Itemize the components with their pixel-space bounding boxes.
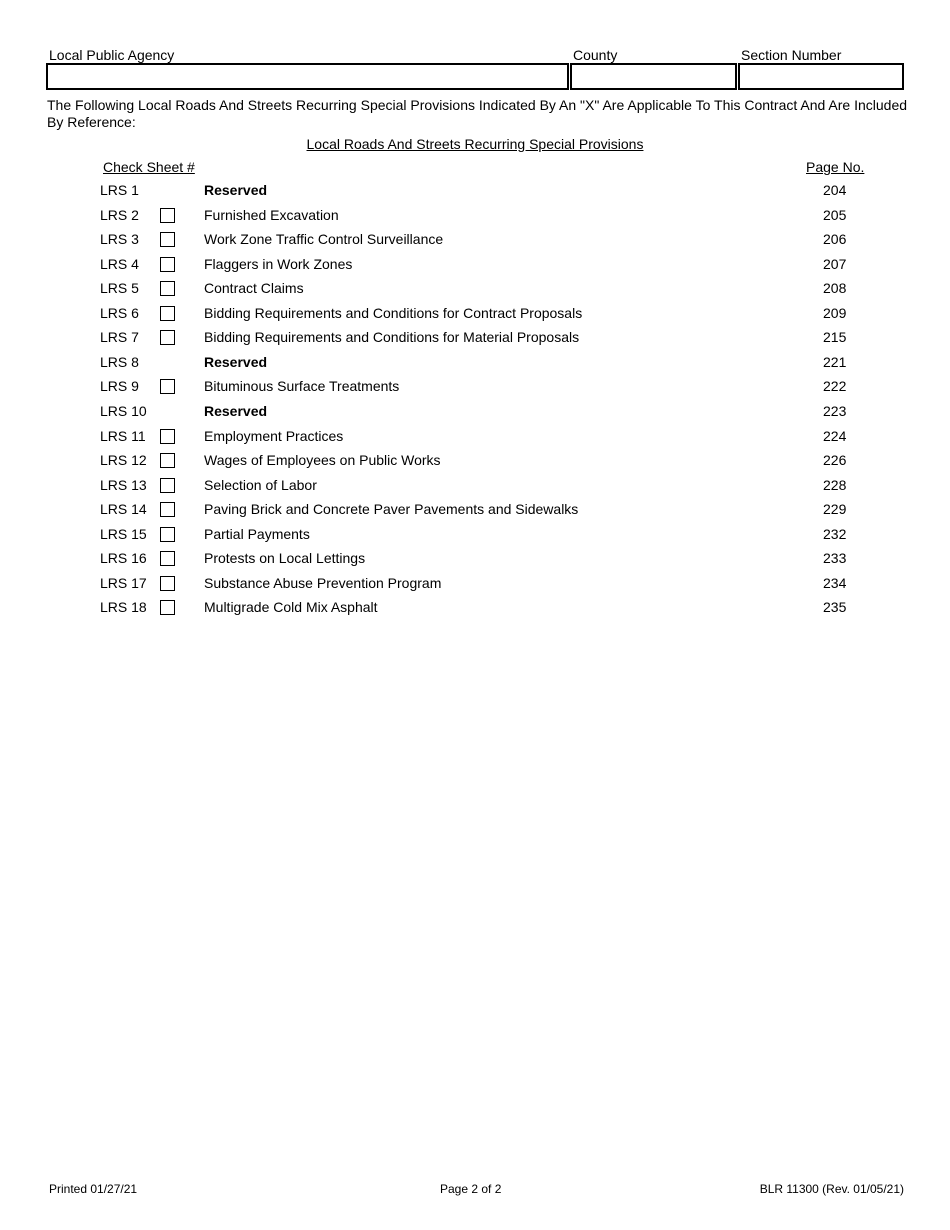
provision-title: Protests on Local Lettings	[204, 550, 366, 567]
provision-checkbox[interactable]	[160, 527, 175, 542]
check-sheet-header: Check Sheet #	[103, 159, 195, 175]
provision-page: 215	[823, 329, 847, 346]
provision-row	[0, 451, 950, 473]
provision-title: Flaggers in Work Zones	[204, 255, 353, 272]
county-label: County	[573, 47, 618, 63]
provision-row	[0, 377, 950, 399]
provision-checkbox[interactable]	[160, 232, 175, 247]
provision-code: LRS 4	[100, 255, 139, 272]
provision-checkbox[interactable]	[160, 478, 175, 493]
provision-title: Multigrade Cold Mix Asphalt	[204, 599, 378, 616]
provision-page: 221	[823, 353, 847, 370]
county-field[interactable]	[572, 65, 735, 88]
provision-code: LRS 16	[100, 550, 147, 567]
provision-page: 228	[823, 476, 847, 493]
provision-page: 205	[823, 206, 847, 223]
provision-page: 234	[823, 574, 847, 591]
provision-row	[0, 181, 950, 203]
section-title: Local Roads And Streets Recurring Special Provisions	[306, 136, 644, 152]
provision-row	[0, 279, 950, 301]
section-number-field-box	[738, 63, 904, 90]
provision-row	[0, 598, 950, 620]
provision-row	[0, 500, 950, 522]
provision-row	[0, 525, 950, 547]
provision-page: 223	[823, 402, 847, 419]
county-field-box	[570, 63, 737, 90]
provision-page: 224	[823, 427, 847, 444]
provision-code: LRS 9	[100, 378, 139, 395]
provision-checkbox[interactable]	[160, 551, 175, 566]
provision-code: LRS 13	[100, 476, 147, 493]
provision-checkbox[interactable]	[160, 576, 175, 591]
provision-row	[0, 255, 950, 277]
provision-title: Selection of Labor	[204, 476, 317, 493]
provision-title: Furnished Excavation	[204, 206, 339, 223]
provision-page: 232	[823, 525, 847, 542]
provision-checkbox[interactable]	[160, 379, 175, 394]
provision-row	[0, 206, 950, 228]
printed-date: Printed 01/27/21	[49, 1182, 138, 1196]
provision-title: Wages of Employees on Public Works	[204, 452, 441, 469]
provision-row	[0, 427, 950, 449]
provision-code: LRS 6	[100, 304, 139, 321]
provision-title: Paving Brick and Concrete Paver Pavements and Sidewalks	[204, 501, 579, 518]
page-no-header: Page No.	[806, 159, 865, 175]
provision-row	[0, 476, 950, 498]
provision-title: Partial Payments	[204, 525, 310, 542]
provision-checkbox[interactable]	[160, 600, 175, 615]
provision-code: LRS 8	[100, 353, 139, 370]
provision-page: 209	[823, 304, 847, 321]
provision-code: LRS 2	[100, 206, 139, 223]
provision-title: Bituminous Surface Treatments	[204, 378, 400, 395]
provision-code: LRS 5	[100, 280, 139, 297]
provision-title: Substance Abuse Prevention Program	[204, 574, 442, 591]
provision-title: Employment Practices	[204, 427, 344, 444]
provision-title-reserved: Reserved	[204, 182, 268, 198]
provision-title: Bidding Requirements and Conditions for Material Proposals	[204, 329, 580, 346]
provision-code: LRS 15	[100, 525, 147, 542]
provision-page: 204	[823, 182, 847, 198]
agency-label: Local Public Agency	[49, 47, 175, 63]
provision-page: 229	[823, 501, 847, 518]
section-number-field[interactable]	[740, 65, 902, 88]
provision-title: Bidding Requirements and Conditions for Contract Proposals	[204, 304, 583, 321]
provision-page: 222	[823, 378, 847, 395]
provision-row	[0, 304, 950, 326]
provision-checkbox[interactable]	[160, 502, 175, 517]
provision-checkbox[interactable]	[160, 306, 175, 321]
form-number: BLR 11300 (Rev. 01/05/21)	[759, 1182, 904, 1196]
provision-title: Work Zone Traffic Control Surveillance	[204, 231, 444, 248]
provision-title-reserved: Reserved	[204, 402, 268, 419]
provision-title-reserved: Reserved	[204, 353, 268, 370]
provision-code: LRS 3	[100, 231, 139, 248]
provision-checkbox[interactable]	[160, 330, 175, 345]
provision-code: LRS 18	[100, 599, 147, 616]
provision-page: 235	[823, 599, 847, 616]
provision-checkbox[interactable]	[160, 281, 175, 296]
provision-code: LRS 1	[100, 182, 139, 198]
provision-row	[0, 574, 950, 596]
section-number-label: Section Number	[741, 47, 842, 63]
provision-code: LRS 10	[100, 402, 147, 419]
provision-checkbox[interactable]	[160, 453, 175, 468]
provision-code: LRS 12	[100, 452, 147, 469]
provision-code: LRS 14	[100, 501, 147, 518]
provision-checkbox[interactable]	[160, 208, 175, 223]
provision-page: 208	[823, 280, 847, 297]
provision-checkbox[interactable]	[160, 257, 175, 272]
provision-page: 226	[823, 452, 847, 469]
provision-code: LRS 17	[100, 574, 147, 591]
intro-text: The Following Local Roads And Streets Recurring Special Provisions Indicated By An "X" Are Applicable To This Contract And Are Included By Reference:	[47, 97, 908, 130]
provision-page: 206	[823, 231, 847, 248]
agency-field[interactable]	[48, 65, 567, 88]
page-number: Page 2 of 2	[440, 1182, 502, 1196]
provision-code: LRS 7	[100, 329, 139, 346]
provision-title: Contract Claims	[204, 280, 304, 297]
agency-field-box	[46, 63, 569, 90]
provision-code: LRS 11	[100, 427, 146, 444]
provision-checkbox[interactable]	[160, 429, 175, 444]
provision-row	[0, 328, 950, 350]
provision-page: 207	[823, 255, 847, 272]
provision-row	[0, 549, 950, 571]
provision-row	[0, 353, 950, 375]
provision-page: 233	[823, 550, 847, 567]
provision-row	[0, 402, 950, 424]
provision-row	[0, 230, 950, 252]
